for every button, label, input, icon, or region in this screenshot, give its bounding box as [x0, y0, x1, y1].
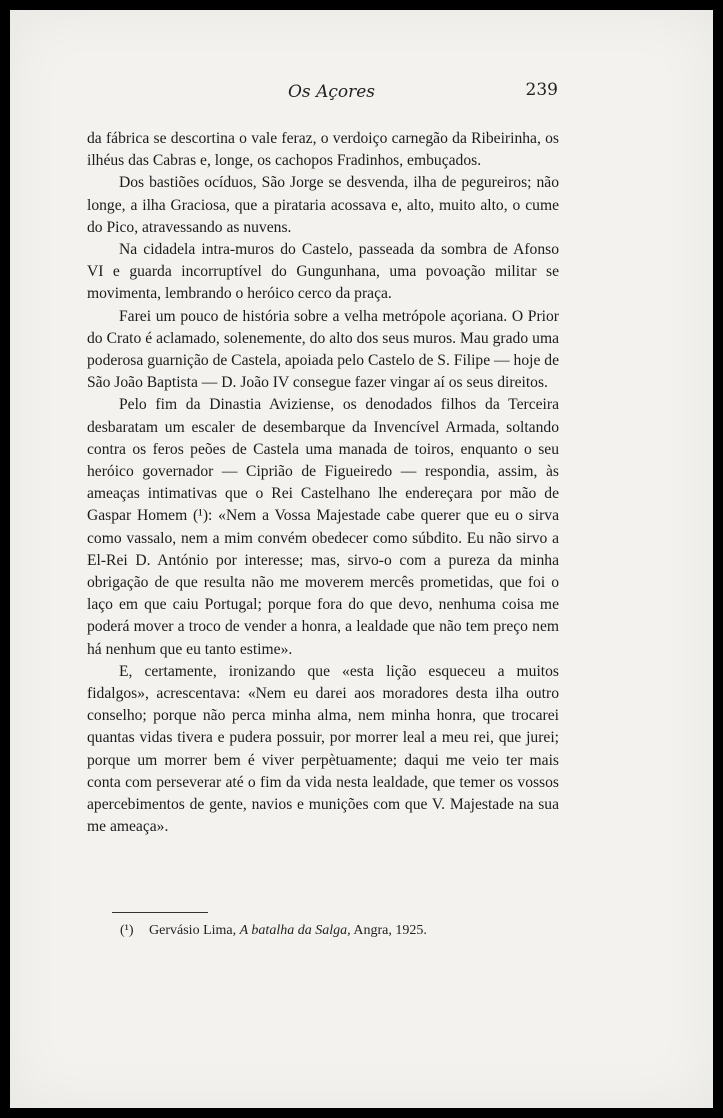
page-header [10, 74, 713, 104]
body-text [87, 128, 559, 839]
page-number: 239 [525, 80, 558, 100]
paragraph: Pelo fim da Dinastia Aviziense, os denodados filhos da Terceira desbaratam um escaler de desembarque da Invencível Armada, soltando contra os feros peões de Castela uma manada de toiros, enquanto o seu heróico governador — Ciprião de Figueiredo — respondia, assim, às ameaças intimativas que o Rei Castelhano lhe endereçara por mão de Gaspar Homem (¹): «Nem a Vossa Majestade cabe querer que eu o sirva como vassalo, nem a mim convém obedecer como súbdito. Eu não sirvo a El-Rei D. António por interesse; mas, sirvo-o com a pureza da minha obrigação de que resulta não me moverem mercês prometidas, que foi o laço em que caiu Portugal; porque fora do que devo, nenhuma coisa me poderá mover a troco de vender a honra, a lealdade que não tem preço nem há nenhum que eu tanto estime». [87, 396, 559, 658]
paragraph: Dos bastiões ocíduos, São Jorge se desvenda, ilha de pegureiros; não longe, a ilha Graciosa, que a pirataria acossava e, alto, muito alto, o cume do Pico, atravessando as nuvens. [87, 174, 559, 236]
footnote [120, 923, 427, 939]
footnote-title: A batalha da Salga, [239, 923, 351, 938]
paragraph: E, certamente, ironizando que «esta lição esqueceu a muitos fidalgos», acrescentava: «Nem eu darei aos moradores desta ilha outro conselho; porque não perca minha alma, nem minha honra, que trocarei quantas vidas tivera e pudera possuir, por morrer leal a meu rei, que jurei; porque um morrer bem é viver perpètuamente; daqui me veio ter mais conta com perseverar até o fim da vida nesta lealdade, que temer os vossos apercebimentos de gente, navios e munições com que V. Majestade na sua me ameaça». [87, 662, 559, 836]
book-page [10, 10, 713, 1108]
paragraph: da fábrica se descortina o vale feraz, o verdoiço carnegão da Ribeirinha, os ilhéus das Cabras e, longe, os cachopos Fradinhos, embuçados. [87, 130, 559, 170]
paragraph: Farei um pouco de história sobre a velha metrópole açoriana. O Prior do Crato é aclamado, solenemente, do alto dos seus muros. Mau grado uma poderosa guarnição de Castela, apoiada pelo Castelo de S. Filipe — hoje de São João Baptista — D. João IV consegue fazer vingar aí os seus direitos. [87, 307, 560, 392]
footnote-divider [112, 912, 208, 913]
paragraph: Na cidadela intra-muros do Castelo, passeada da sombra de Afonso VI e guarda incorruptível do Gungunhana, uma povoação militar se movimenta, lembrando o heróico cerco da praça. [87, 241, 559, 303]
footnote-author: Gervásio Lima, [149, 923, 237, 938]
footnote-place-year: Angra, 1925. [353, 923, 427, 938]
footnote-marker: (¹) [120, 923, 134, 938]
running-title: Os Açores [288, 82, 376, 102]
